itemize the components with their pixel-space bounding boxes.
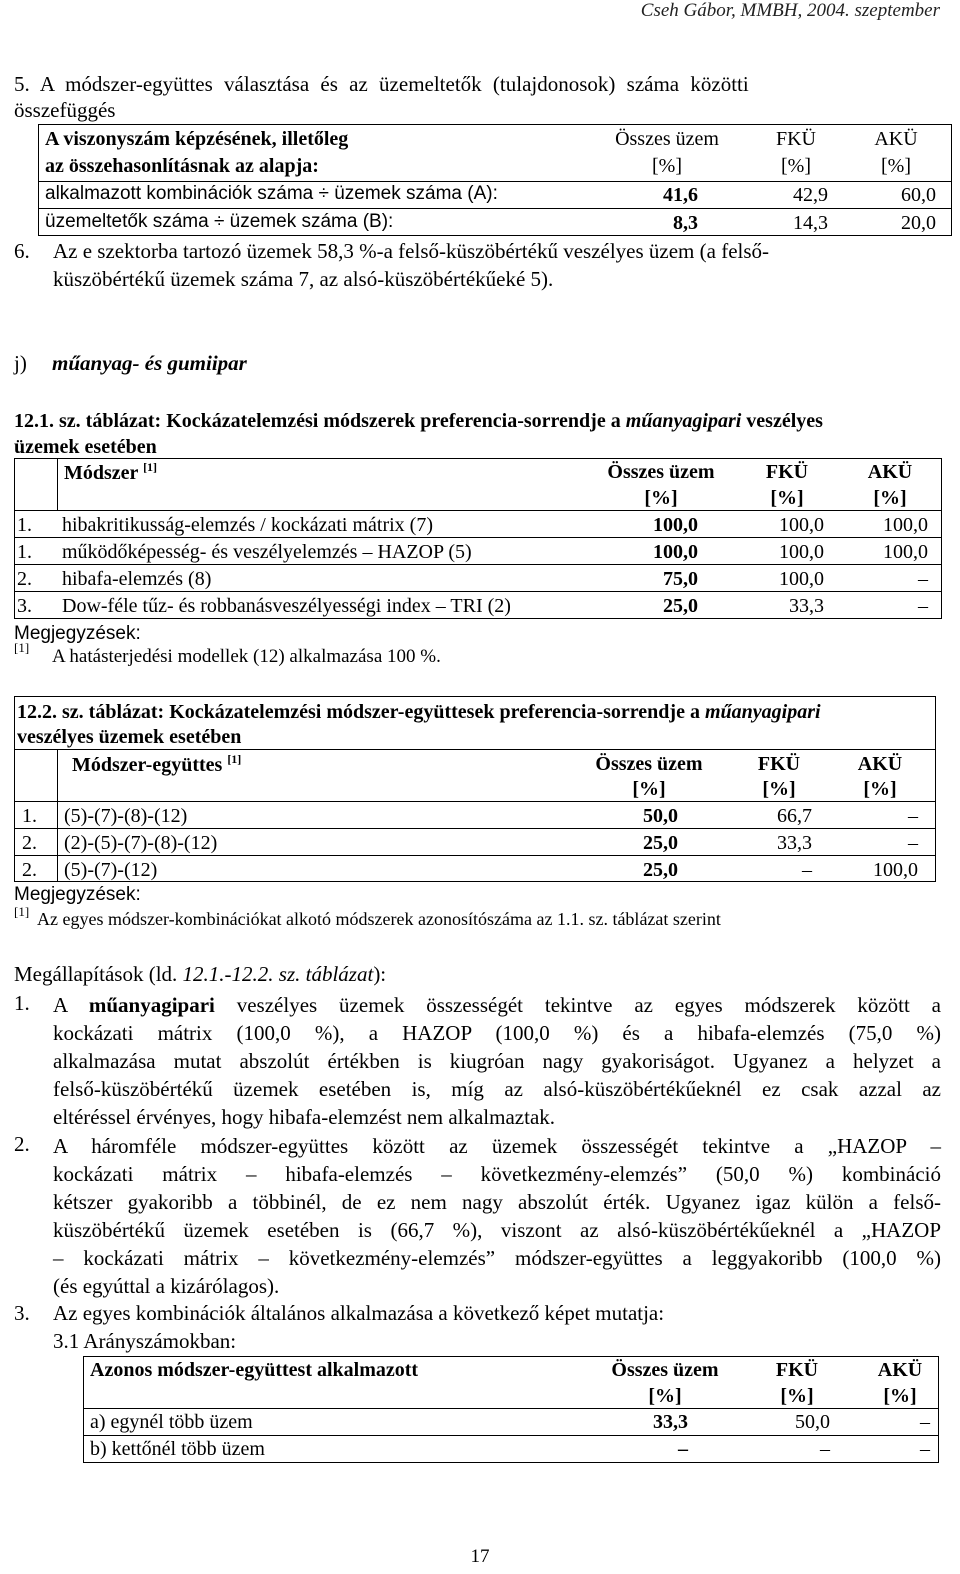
table2-row1-total: 50,0: [643, 805, 678, 827]
table1-row4-method: Dow-féle tűz- és robbanásveszélyességi index – TRI (2): [62, 595, 511, 617]
table2-col-method: Módszer-együttes [1]: [72, 752, 242, 776]
section-j-title: műanyag- és gumiipar: [52, 351, 247, 375]
table2-col-aku-unit: [%]: [863, 778, 897, 800]
section-5-title: 5. A módszer-együttes választása és az üzemeltetők (tulajdonosok) száma közötti: [14, 72, 749, 96]
table1-note-ref: [1]: [143, 460, 158, 474]
sec5-col-total: Összes üzem: [615, 128, 719, 150]
table2-row1-aku: –: [908, 805, 918, 827]
sec5-row-a-total: 41,6: [663, 184, 698, 206]
sec5-row-b-label: üzemeltetők száma ÷ üzemek száma (B):: [45, 211, 394, 232]
table2-note-mark: [1]: [14, 904, 30, 919]
finding-2-line4: küszöbértékű üzemek esetében is (66,7 %), viszont az alsó-küszöbértékűeknél a „HAZOP: [53, 1218, 941, 1242]
finding-2-line1: A háromféle módszer-együttes között az üzemek összességét tekintve a „HAZOP –: [53, 1134, 941, 1158]
table2-row3-rank: 2.: [22, 859, 37, 881]
table2-row2-method: (2)-(5)-(7)-(8)-(12): [64, 832, 218, 854]
table1-row4-aku: –: [918, 595, 928, 617]
table2-row1-rank: 1.: [22, 805, 37, 827]
sec5-col-fku: FKÜ: [775, 128, 816, 150]
table1-row1-method: hibakritikusság-elemzés / kockázati mátrix (7): [62, 514, 433, 536]
finding-3-1-heading: 3.1 Arányszámokban:: [53, 1329, 237, 1353]
table1-note-text: A hatásterjedési modellek (12) alkalmazása 100 %.: [52, 646, 441, 667]
table1-col-fku-unit: [%]: [770, 487, 804, 509]
table3-row2-aku: –: [920, 1438, 930, 1460]
table1-row3-aku: –: [918, 568, 928, 590]
sec5-row-a-aku: 60,0: [901, 184, 936, 206]
finding-1-line2: kockázati mátrix (100,0 %), a HAZOP (100,0 %) és a hibafa-elemzés (75,0 %): [53, 1021, 941, 1045]
table3-row2-fku: –: [820, 1438, 830, 1460]
table1-caption: 12.1. sz. táblázat: Kockázatelemzési módszerek preferencia-sorrendje a műanyagipari veszélyes: [14, 410, 823, 432]
table1-row4-total: 25,0: [663, 595, 698, 617]
table2-row3-fku: –: [802, 859, 812, 881]
table3-col-fku: FKÜ: [775, 1359, 819, 1381]
finding-1: [53, 991, 941, 1131]
table2-col-total-unit: [%]: [632, 778, 666, 800]
table3-row1-aku: –: [920, 1411, 930, 1433]
table1-row2-fku: 100,0: [779, 541, 824, 563]
table1-row3-fku: 100,0: [779, 568, 824, 590]
finding-2-line5: – kockázati mátrix – következmény-elemzés” módszer-együttes a leggyakoribb (100,0 %): [53, 1246, 941, 1270]
page-header: Cseh Gábor, MMBH, 2004. szeptember: [640, 0, 940, 21]
table1-row2-method: működőképesség- és veszélyelemzés – HAZOP (5): [62, 541, 472, 563]
table1-col-total-unit: [%]: [644, 487, 678, 509]
table2-col-fku-unit: [%]: [762, 778, 796, 800]
section-6-line1: Az e szektorba tartozó üzemek 58,3 %-a felső-küszöbértékű veszélyes üzem (a felső-: [53, 239, 770, 263]
table1-col-aku: AKÜ: [867, 461, 913, 483]
table3-col-aku-unit: [%]: [883, 1385, 917, 1407]
sec5-col-fku-unit: [%]: [781, 155, 811, 177]
table2-col-aku: AKÜ: [857, 753, 903, 775]
table1-row1-rank: 1.: [17, 514, 32, 536]
table2-row2-total: 25,0: [643, 832, 678, 854]
finding-2-line2: kockázati mátrix – hibafa-elemzés – következmény-elemzés” (50,0 %) kombináció: [53, 1162, 941, 1186]
table1-caption-line2: üzemek esetében: [14, 436, 157, 458]
finding-2: [53, 1132, 941, 1300]
section-5-title-line2: összefüggés: [14, 98, 116, 122]
table2-row3-aku: 100,0: [873, 859, 918, 881]
table2-col-total: Összes üzem: [595, 753, 703, 775]
page-number: 17: [470, 1546, 490, 1567]
table1-col-total: Összes üzem: [607, 461, 715, 483]
table3-row1-total: 33,3: [653, 1411, 688, 1433]
finding-2-line3: kétszer gyakoribb a többinél, de ez nem nagy abszolút érték. Ugyanez igaz külön a felső-: [53, 1190, 941, 1214]
table2-row2-aku: –: [908, 832, 918, 854]
sec5-row-a-label: alkalmazott kombinációk száma ÷ üzemek száma (A):: [45, 183, 498, 204]
table1-row1-total: 100,0: [653, 514, 698, 536]
findings-heading: Megállapítások (ld. 12.1.-12.2. sz. táblázat):: [14, 962, 387, 986]
table1-row1-fku: 100,0: [779, 514, 824, 536]
table2-col-fku: FKÜ: [757, 753, 801, 775]
table3-row2-label: b) kettőnél több üzem: [90, 1438, 265, 1460]
table3-col-method: Azonos módszer-együttest alkalmazott: [90, 1359, 419, 1381]
sec5-header-left-1: A viszonyszám képzésének, illetőleg: [45, 128, 349, 150]
table2-row2-fku: 33,3: [777, 832, 812, 854]
table2-row3-total: 25,0: [643, 859, 678, 881]
table1-row4-rank: 3.: [17, 595, 32, 617]
sec5-row-b-total: 8,3: [673, 212, 698, 234]
table1-row2-total: 100,0: [653, 541, 698, 563]
table1-row3-total: 75,0: [663, 568, 698, 590]
table3-row1-fku: 50,0: [795, 1411, 830, 1433]
sec5-col-total-unit: [%]: [652, 155, 682, 177]
table2-note-ref: [1]: [227, 752, 242, 766]
table1-row2-rank: 1.: [17, 541, 32, 563]
table2-note-text: Az egyes módszer-kombinációkat alkotó módszerek azonosítószáma az 1.1. sz. táblázat szerint: [37, 909, 721, 929]
table1-notes-label: Megjegyzések:: [14, 623, 141, 644]
sec5-row-b-aku: 20,0: [901, 212, 936, 234]
section-j-letter: j): [14, 351, 27, 375]
finding-2-number: 2.: [14, 1132, 30, 1156]
table1-row2-aku: 100,0: [883, 541, 928, 563]
table1-col-method: Módszer [1]: [64, 460, 158, 484]
table3-col-aku: AKÜ: [877, 1359, 923, 1381]
finding-1-line3: alkalmazása mutat abszolút értékben is kiugróan nagy gyakoriságot. Ugyanez a helyzet a: [53, 1049, 941, 1073]
sec5-col-aku-unit: [%]: [881, 155, 911, 177]
sec5-header-left-2: az összehasonlításnak az alapja:: [45, 155, 319, 177]
table1-row4-fku: 33,3: [789, 595, 824, 617]
table2-caption: 12.2. sz. táblázat: Kockázatelemzési módszer-együttesek preferencia-sorrendje a műanyagipari: [17, 701, 821, 723]
finding-1-line1: A műanyagipari veszélyes üzemek összességét tekintve az egyes módszerek között a: [53, 993, 941, 1017]
finding-3-text: Az egyes kombinációk általános alkalmazása a következő képet mutatja:: [53, 1301, 665, 1325]
table1-row1-aku: 100,0: [883, 514, 928, 536]
finding-1-line5: eltéréssel érvényes, hogy hibafa-elemzést nem alkalmaztak.: [53, 1105, 556, 1129]
section-6-number: 6.: [14, 239, 30, 263]
finding-3-number: 3.: [14, 1301, 30, 1325]
section-6-line2: küszöbértékű üzemek száma 7, az alsó-küszöbértékűeké 5).: [53, 267, 554, 291]
finding-1-line4: felső-küszöbértékű üzemek esetében is, míg az alsó-küszöbértékűeknél ez csak azzal az: [53, 1077, 941, 1101]
sec5-row-a-fku: 42,9: [793, 184, 828, 206]
table2-row3-method: (5)-(7)-(12): [64, 859, 158, 881]
finding-2-line6: (és egyúttal a kizárólagos).: [53, 1274, 280, 1298]
table1-row3-rank: 2.: [17, 568, 32, 590]
table3-col-total-unit: [%]: [648, 1385, 682, 1407]
table2-row1-method: (5)-(7)-(8)-(12): [64, 805, 188, 827]
table1-col-aku-unit: [%]: [873, 487, 907, 509]
table2-row1-fku: 66,7: [777, 805, 812, 827]
table1-note-mark: [1]: [14, 640, 30, 655]
table3-row2-total: –: [678, 1438, 688, 1460]
sec5-col-aku: AKÜ: [874, 128, 918, 150]
table2-caption-line2: veszélyes üzemek esetében: [17, 726, 242, 748]
sec5-row-b-fku: 14,3: [793, 212, 828, 234]
table1-row3-method: hibafa-elemzés (8): [62, 568, 212, 590]
table3-col-fku-unit: [%]: [780, 1385, 814, 1407]
table1-col-fku: FKÜ: [765, 461, 809, 483]
finding-1-number: 1.: [14, 991, 30, 1015]
table3-col-total: Összes üzem: [611, 1359, 719, 1381]
table2-notes-label: Megjegyzések:: [14, 884, 141, 905]
table3-row1-label: a) egynél több üzem: [90, 1411, 253, 1433]
table2-row2-rank: 2.: [22, 832, 37, 854]
